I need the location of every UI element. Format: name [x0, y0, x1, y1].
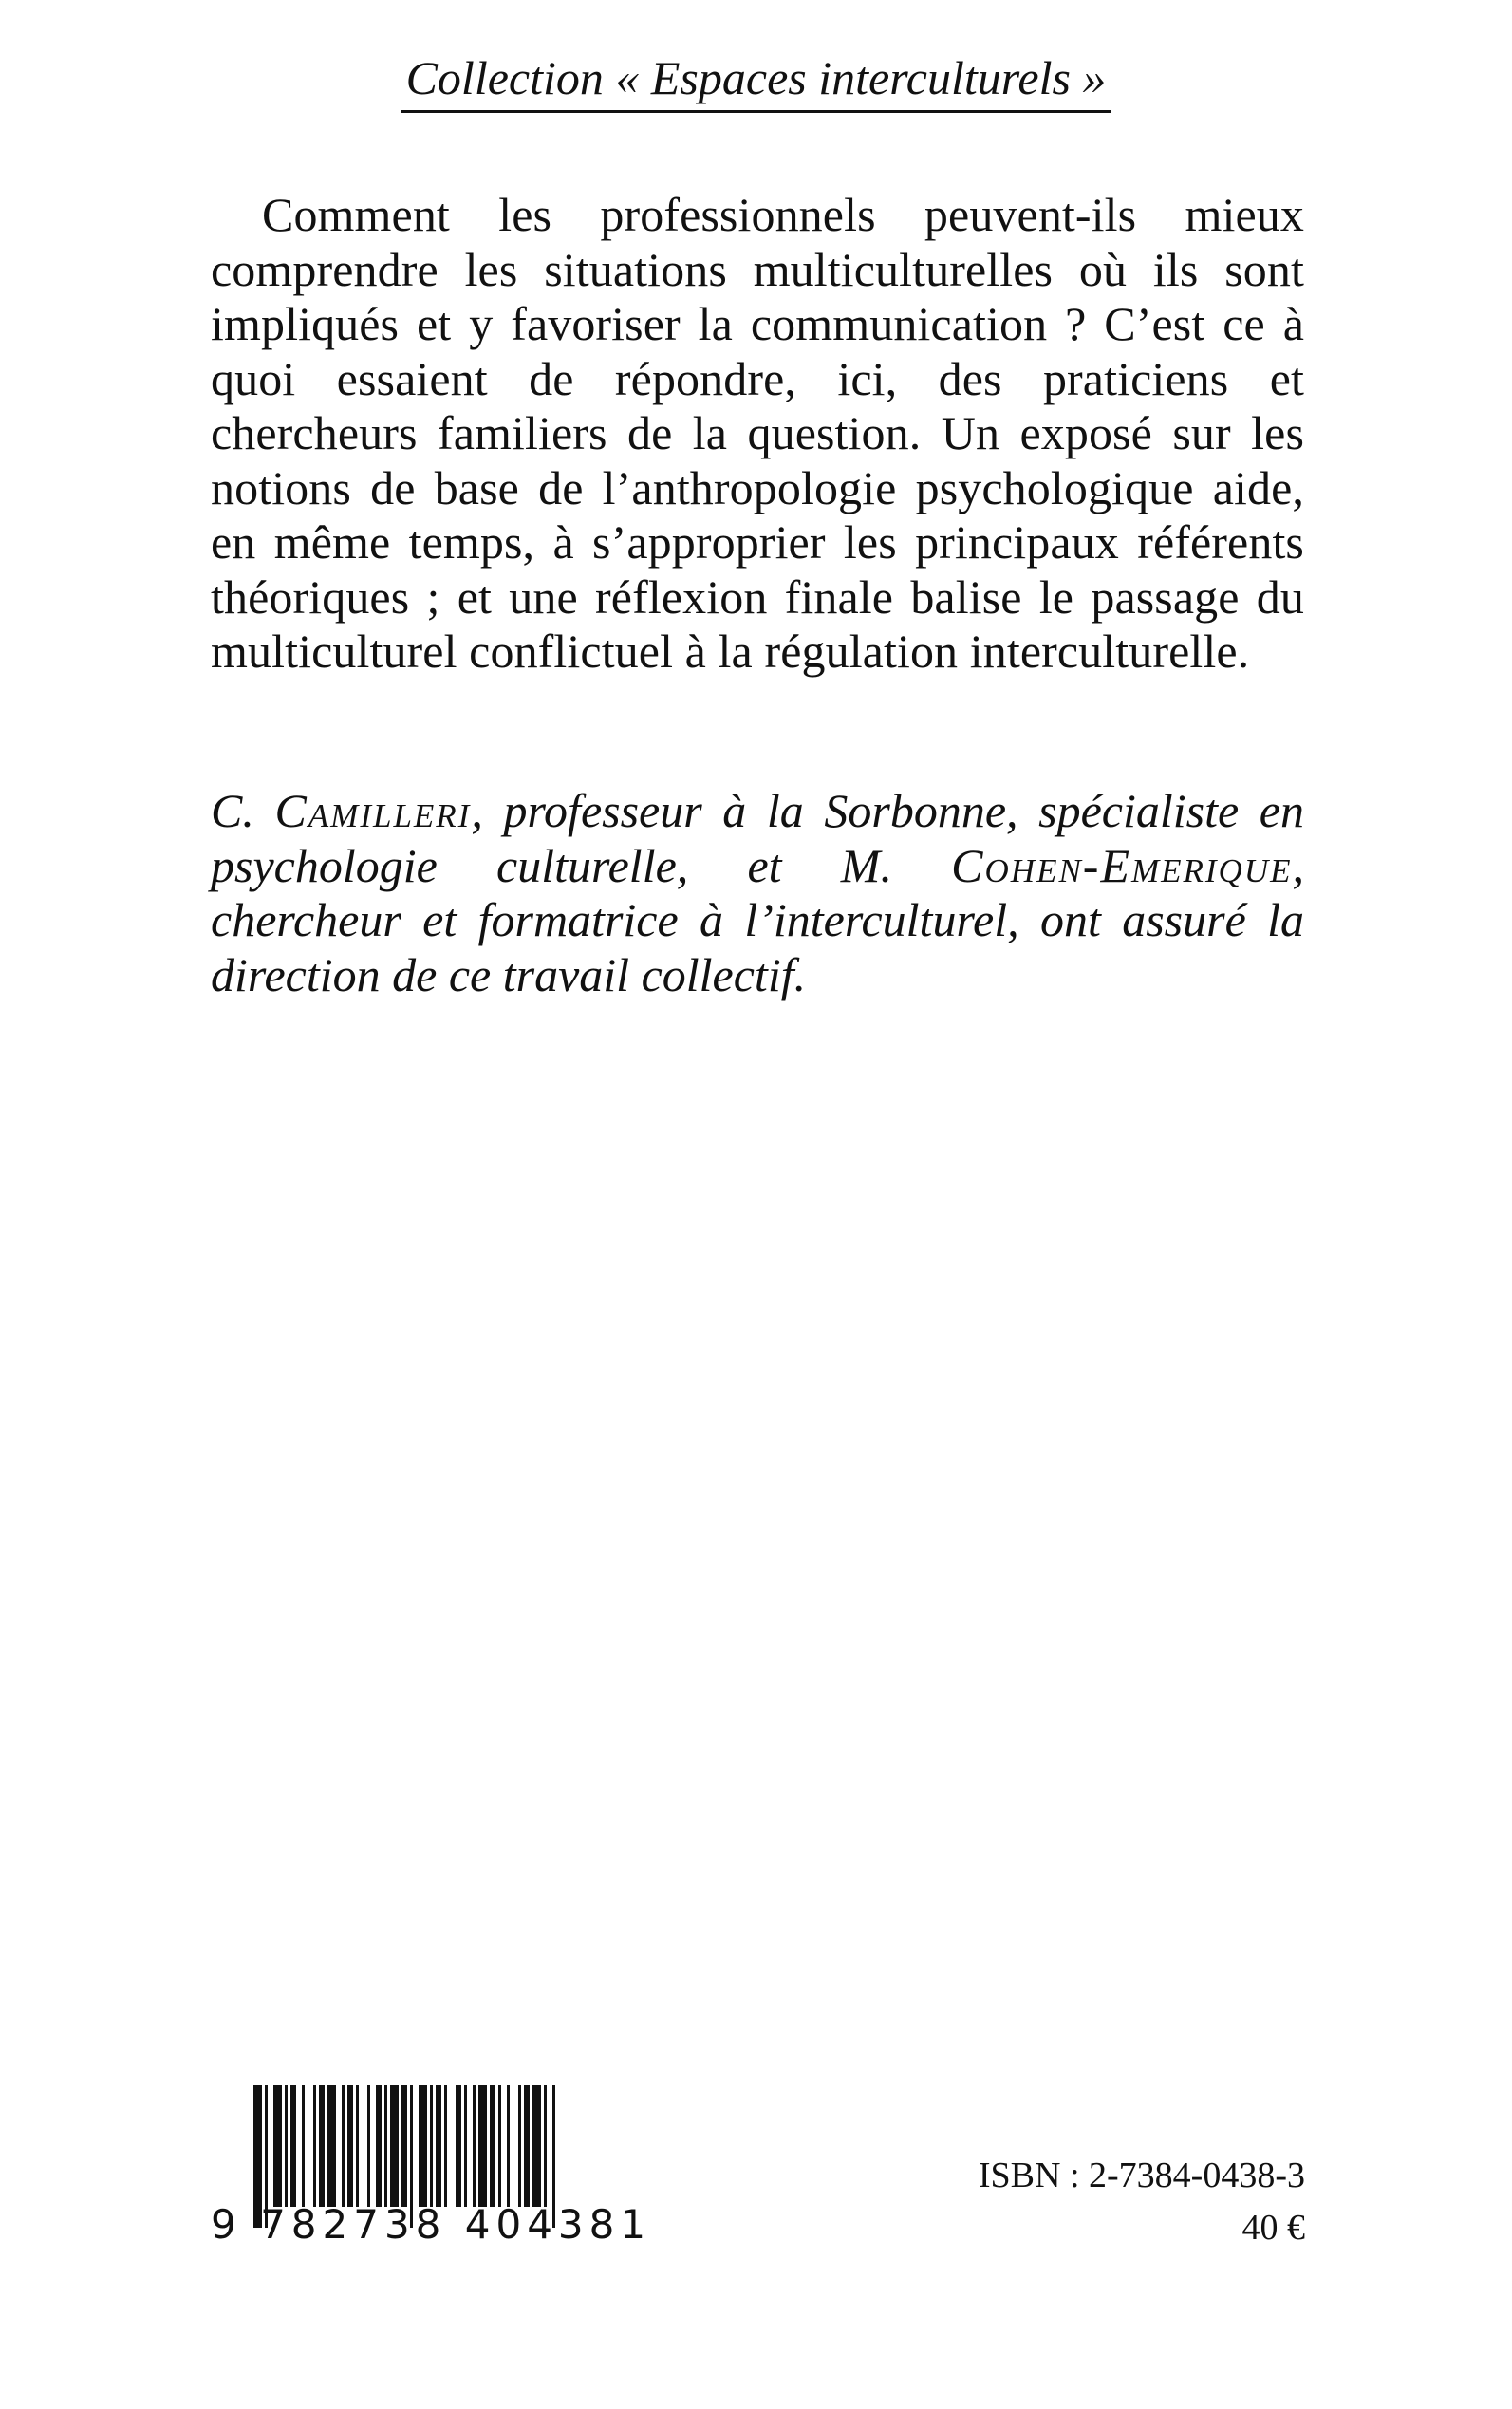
author2-description: , chercheur et formatrice à l’interculturel, ont assuré la direction de ce travail collectif.	[211, 838, 1304, 1001]
author2-initial: M.	[840, 838, 952, 892]
barcode-digits: 9 782738 404381	[211, 2201, 652, 2248]
author1-description: , professeur à la Sorbonne, spécialiste en psychologie culturelle, et	[211, 784, 1304, 892]
author2-name: Cohen-Emerique	[951, 838, 1293, 892]
author1-name: Camilleri	[274, 784, 472, 837]
editors-credits	[211, 784, 1304, 1002]
barcode	[211, 2085, 652, 2248]
collection-header	[0, 47, 1512, 113]
isbn-number: ISBN : 2-7384-0438-3	[978, 2156, 1305, 2195]
back-cover-blurb: Comment les professionnels peuvent-ils mieux comprendre les situations multiculturelles où ils sont impliqués et y favoriser la communication ? C’est ce à quoi essaient de répondre, ici, des praticiens et chercheurs familiers de la question. Un exposé sur les notions de base de l’anthropologie psychologique aide, en même temps, à s’approprier les principaux référents théoriques ; et une réflexion finale balise le passage du multiculturel conflictuel à la régulation interculturelle.	[211, 188, 1304, 678]
author1-initial: C.	[211, 784, 275, 837]
collection-title: Collection « Espaces interculturels »	[401, 47, 1112, 113]
price-label: 40 €	[1241, 2208, 1305, 2248]
